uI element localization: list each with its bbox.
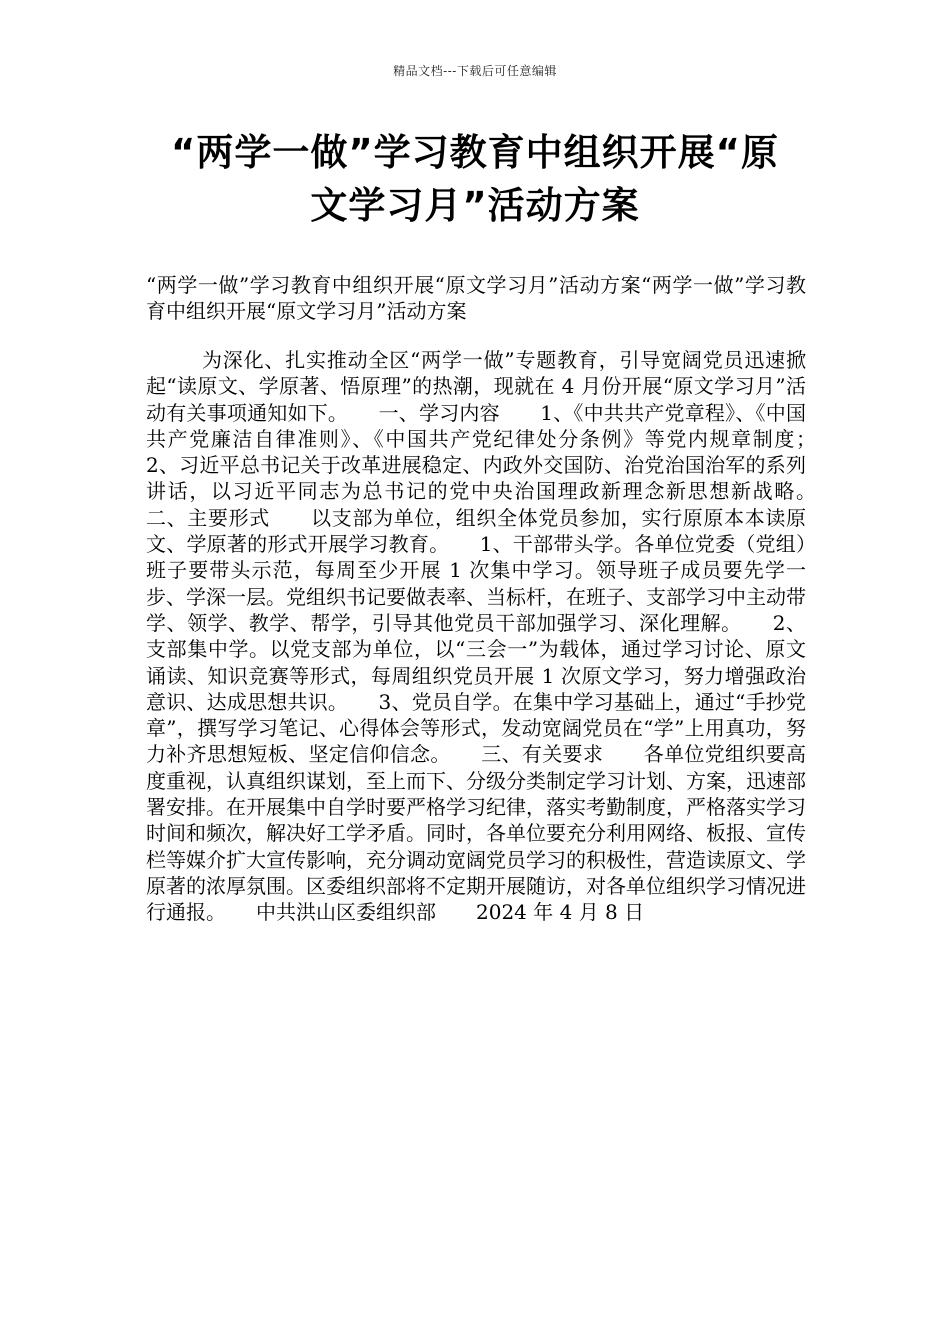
document-body: 为深化、扎实推动全区“两学一做”专题教育，引导宽阔党员迅速掀起“读原文、学原著、悟原理”的热潮，现就在 4 月份开展“原文学习月”活动有关事项通知如下。 一、学习内容 1、《中共共产党章程》、《中国共产党廉洁自律准则》、《中国共产党纪律处分条例》等党内规章制度； 2、习近平总书记关于改革进展稳定、内政外交国防、治党治国治军的系列讲话，以习近平同志为总书记的党中央治国理政新理念新思想新战略。 二、主要形式 以支部为单位，组织全体党员参加，实行原原本本读原文、学原著的形式开展学习教育。 1、干部带头学。各单位党委（党组）班子要带头示范，每周至少开展 1 次集中学习。领导班子成员要先学一步、学深一层。党组织书记要做表率、当标杆，在班子、支部学习中主动带学、领学、教学、帮学，引导其他党员干部加强学习、深化理解。 2、支部集中学。以党支部为单位，以“三会一”为载体，通过学习讨论、原文诵读、知识竞赛等形式，每周组织党员开展 1 次原文学习，努力增强政治意识、达成思想共识。 3、党员自学。在集中学习基础上，通过“手抄党章”，撰写学习笔记、心得体会等形式，发动宽阔党员在“学”上用真功，努力补齐思想短板、坚定信仰信念。 三、有关要求 各单位党组织要高度重视，认真组织谋划，至上而下、分级分类制定学习计划、方案，迅速部署安排。在开展集中自学时要严格学习纪律，落实考勤制度，严格落实学习时间和频次，解决好工学矛盾。同时，各单位要充分利用网络、板报、宣传栏等媒介扩大宣传影响，充分调动宽阔党员学习的积极性，营造读原文、学原著的浓厚氛围。区委组织部将不定期开展随访，对各单位组织学习情况进行通报。 中共洪山区委组织部 2024 年 4 月 8 日 bbox=[146, 348, 846, 925]
page-header: 精品文档---下载后可任意编辑 bbox=[393, 64, 557, 78]
document-title bbox=[140, 126, 810, 232]
document-title-line-2: 文学习月”活动方案 bbox=[310, 184, 640, 227]
document-subtitle: “两学一做”学习教育中组织开展“原文学习月”活动方案“两学一做”学习教育中组织开展“原文学习月”活动方案 bbox=[146, 273, 806, 323]
document-title-line-1: “两学一做”学习教育中组织开展“原 bbox=[171, 131, 779, 174]
